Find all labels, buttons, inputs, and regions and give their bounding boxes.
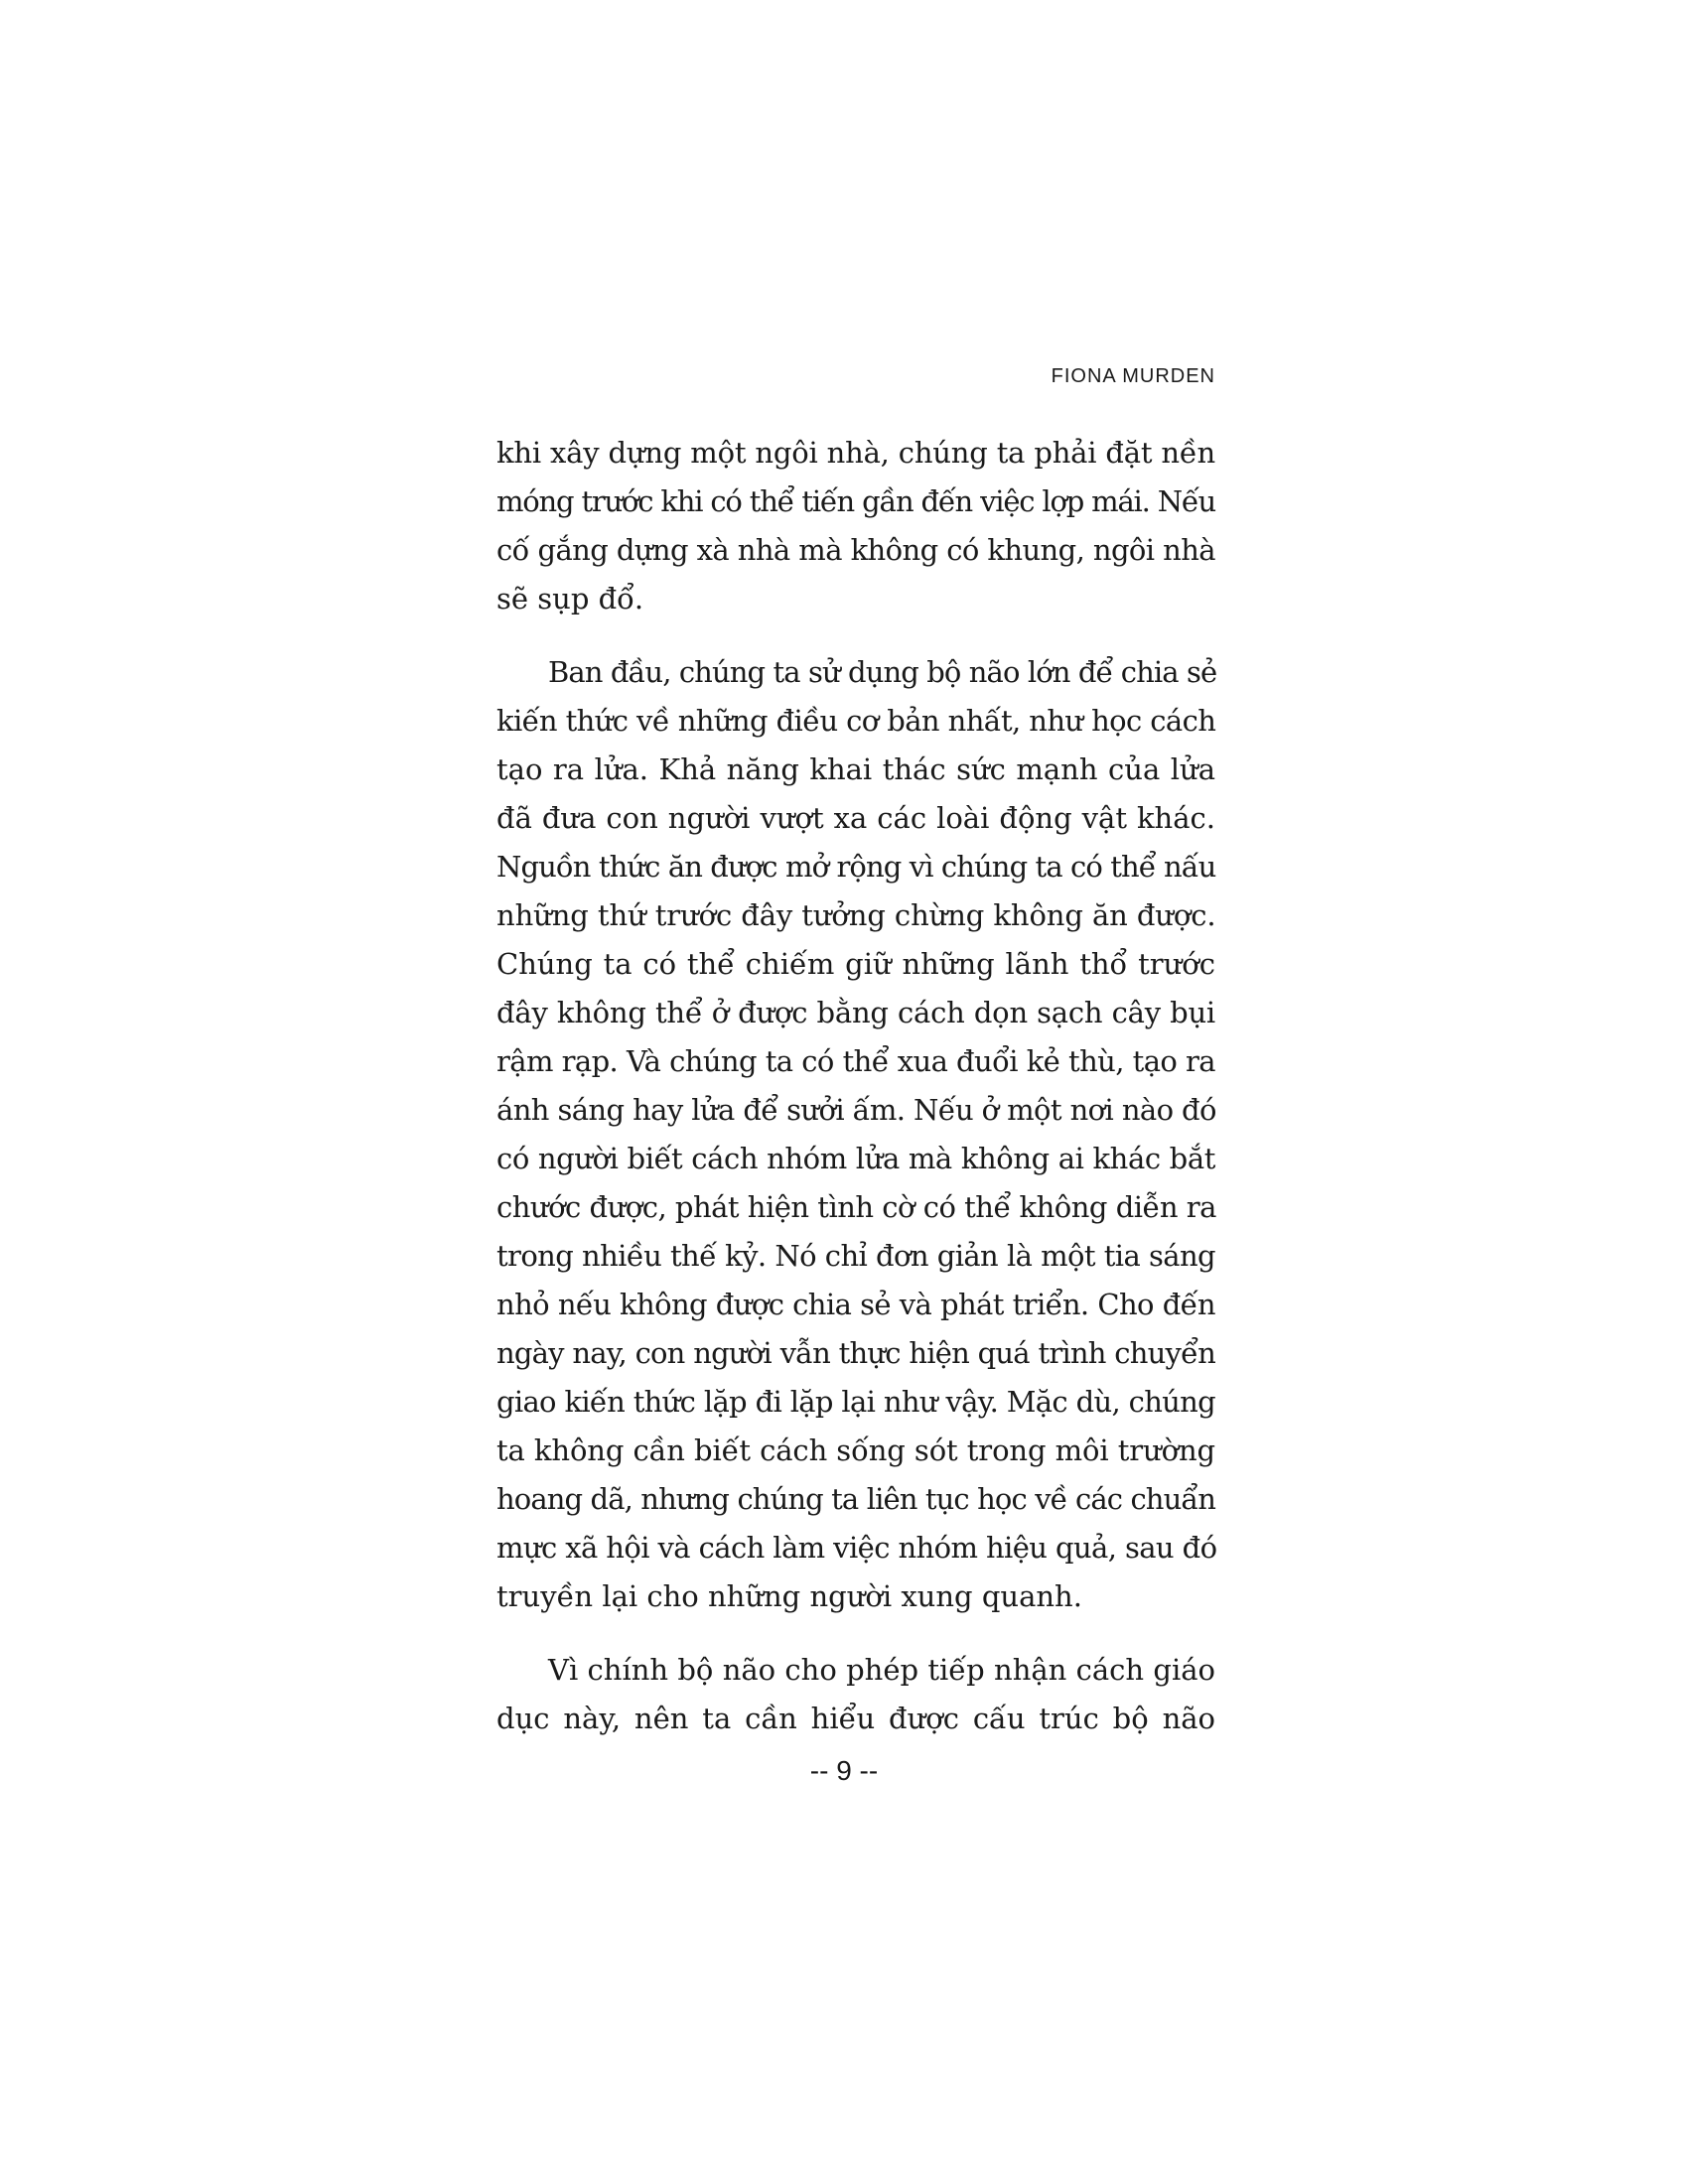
text-line: trong nhiều thế kỷ. Nó chỉ đơn giản là một tia sáng <box>496 1239 1215 1273</box>
text-line: đã đưa con người vượt xa các loài động vật khác. <box>496 801 1215 835</box>
text-line: giao kiến thức lặp đi lặp lại như vậy. Mặc dù, chúng <box>496 1385 1215 1419</box>
text-line: rậm rạp. Và chúng ta có thể xua đuổi kẻ thù, tạo ra <box>496 1044 1215 1078</box>
text-line: Vì chính bộ não cho phép tiếp nhận cách giáo <box>548 1653 1215 1687</box>
text-line: ánh sáng hay lửa để sưởi ấm. Nếu ở một nơi nào đó <box>496 1093 1216 1127</box>
text-line: đây không thể ở được bằng cách dọn sạch cây bụi <box>496 996 1215 1029</box>
text-line: khi xây dựng một ngôi nhà, chúng ta phải đặt nền <box>496 436 1215 470</box>
text-line: truyền lại cho những người xung quanh. <box>496 1579 1082 1613</box>
running-header: FIONA MURDEN <box>1051 365 1215 387</box>
text-line: dục này, nên ta cần hiểu được cấu trúc bộ não <box>496 1702 1215 1735</box>
text-line: hoang dã, nhưng chúng ta liên tục học về các chuẩn <box>496 1482 1215 1516</box>
text-line: tạo ra lửa. Khả năng khai thác sức mạnh của lửa <box>496 752 1215 786</box>
page-number: -- 9 -- <box>809 1755 879 1786</box>
text-line: Ban đầu, chúng ta sử dụng bộ não lớn để chia sẻ <box>548 655 1217 689</box>
text-line: chước được, phát hiện tình cờ có thể không diễn ra <box>496 1190 1216 1224</box>
paragraph-3 <box>496 1646 1215 1743</box>
text-line: ta không cần biết cách sống sót trong môi trường <box>496 1433 1215 1467</box>
text-line: ngày nay, con người vẫn thực hiện quá trình chuyển <box>496 1336 1215 1370</box>
paragraph-1 <box>496 429 1215 623</box>
paragraph-2 <box>496 648 1215 1621</box>
text-line: cố gắng dựng xà nhà mà không có khung, ngôi nhà <box>496 533 1215 567</box>
text-line: Nguồn thức ăn được mở rộng vì chúng ta có thể nấu <box>496 850 1216 884</box>
text-line: có người biết cách nhóm lửa mà không ai khác bắt <box>496 1142 1215 1175</box>
text-line: nhỏ nếu không được chia sẻ và phát triển. Cho đến <box>496 1288 1215 1321</box>
text-line: mực xã hội và cách làm việc nhóm hiệu quả, sau đó <box>496 1531 1217 1565</box>
text-line: Chúng ta có thể chiếm giữ những lãnh thổ trước <box>496 947 1215 981</box>
body-text <box>496 429 1215 1768</box>
text-line: kiến thức về những điều cơ bản nhất, như học cách <box>496 704 1216 738</box>
text-line: những thứ trước đây tưởng chừng không ăn được. <box>496 898 1216 932</box>
text-line: móng trước khi có thể tiến gần đến việc lợp mái. Nếu <box>496 484 1215 518</box>
text-line: sẽ sụp đổ. <box>496 582 644 615</box>
